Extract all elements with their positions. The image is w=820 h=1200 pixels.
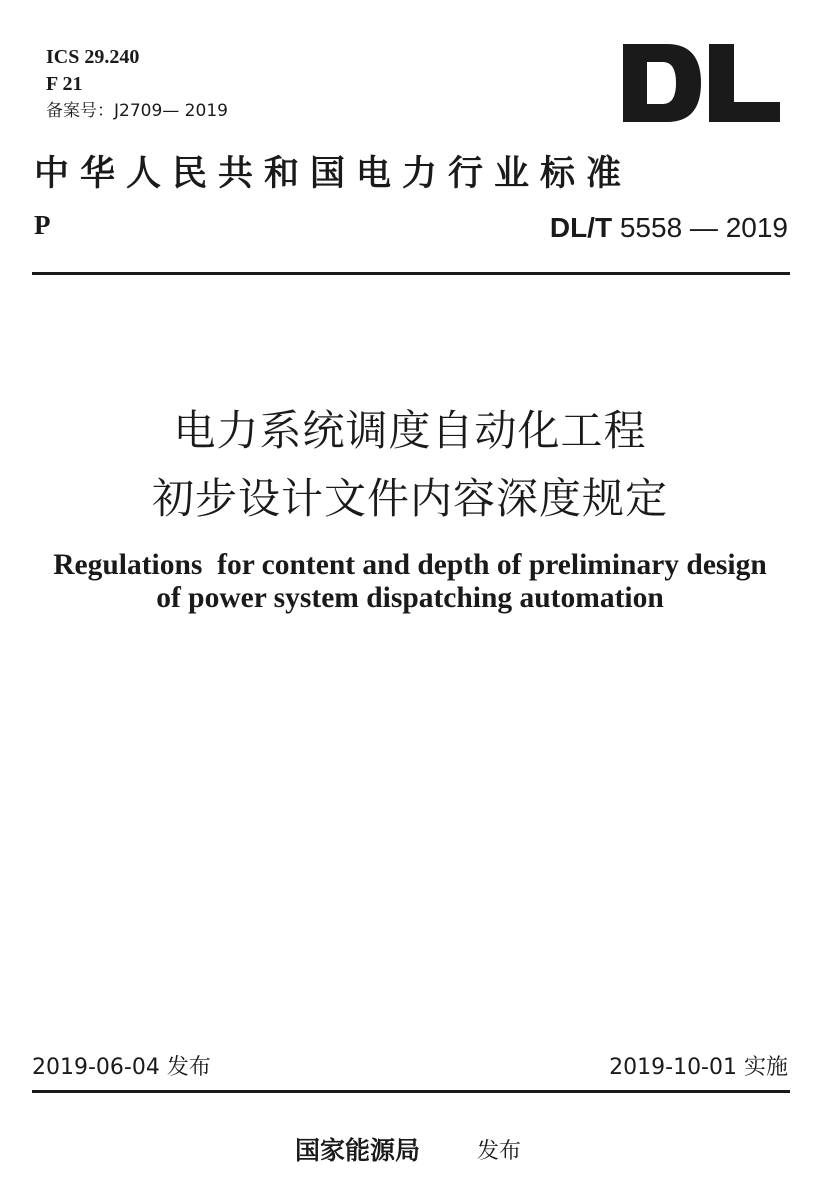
ics-code: ICS 29.240 xyxy=(46,46,140,68)
chinese-title-line-2: 初步设计文件内容深度规定 xyxy=(151,474,668,523)
dl-logo xyxy=(623,44,780,122)
standard-number-value: 5558 — 2019 xyxy=(619,212,788,243)
english-title-line-2: of power system dispatching automation xyxy=(156,582,664,614)
english-title-line-1: Regulations for content and depth of preliminary design xyxy=(53,549,767,581)
standard-number xyxy=(550,212,788,244)
classification-block xyxy=(46,44,228,125)
ccs-code: F 21 xyxy=(46,73,83,95)
chinese-title-line-1: 电力系统调度自动化工程 xyxy=(173,406,647,455)
issue-date: 2019-06-04 发布 xyxy=(32,1055,211,1080)
standard-number-prefix: DL/T xyxy=(549,212,613,243)
publisher-name: 国家能源局 xyxy=(295,1136,421,1165)
category-code: P xyxy=(34,210,51,240)
record-number: 备案号：J2709— 2019 xyxy=(46,101,228,121)
publish-label: 发布 xyxy=(477,1139,522,1164)
implementation-date: 2019-10-01 实施 xyxy=(609,1055,788,1080)
standard-type-title: 中华人民共和国电力行业标准 xyxy=(34,153,633,194)
top-divider xyxy=(32,272,790,275)
bottom-divider xyxy=(32,1090,790,1093)
